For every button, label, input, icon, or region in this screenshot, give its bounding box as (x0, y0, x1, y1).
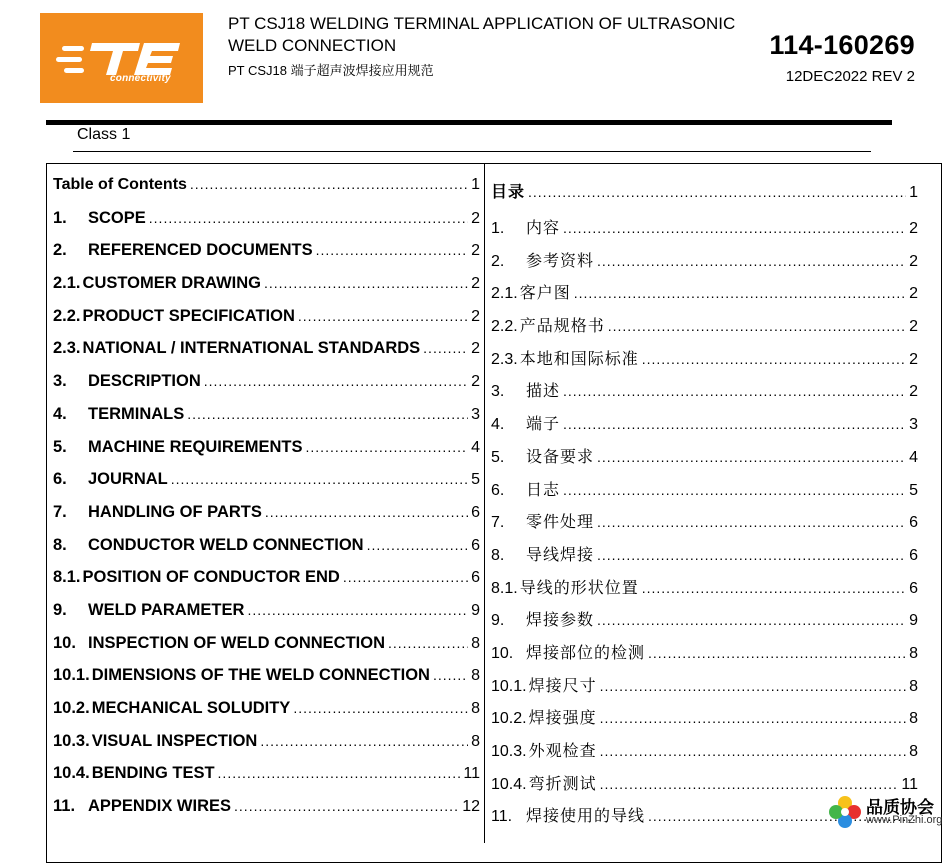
toc-entry-label: 内容 (526, 220, 561, 237)
toc-entry-page: 8 (909, 644, 918, 662)
watermark-chinese: 品质协会 (866, 798, 934, 817)
toc-dot-leader (600, 776, 899, 792)
toc-entry[interactable] (53, 536, 480, 569)
toc-entry[interactable] (491, 313, 918, 346)
toc-entry-label: 描述 (526, 383, 561, 401)
toc-dot-leader (563, 383, 906, 399)
toc-dot-leader (600, 678, 906, 694)
toc-dot-leader (218, 765, 461, 781)
toc-dot-leader (293, 700, 468, 716)
toc-entry-page: 6 (471, 536, 480, 554)
toc-entry-page: 6 (909, 579, 918, 597)
toc-entry-number: 2.1. (491, 285, 518, 303)
toc-entry-label: TERMINALS (88, 404, 185, 423)
toc-entry-number: 6. (491, 481, 505, 499)
toc-entry-page: 11 (463, 765, 480, 783)
toc-entry[interactable] (53, 601, 480, 634)
toc-entry-label: 导线的形状位置 (519, 579, 639, 597)
toc-entry-number: 2. (491, 252, 505, 270)
class-divider (73, 151, 871, 152)
toc-entry-page: 2 (909, 285, 918, 303)
toc-entry-page: 6 (471, 503, 480, 521)
toc-entry[interactable] (491, 738, 918, 771)
document-date-revision: 12DEC2022 REV 2 (785, 68, 915, 85)
toc-entry-label: SCOPE (88, 208, 146, 227)
toc-dot-leader (149, 210, 468, 226)
toc-entry-page: 2 (471, 242, 480, 260)
toc-entry-number: 10. (491, 644, 514, 662)
toc-entry-number: 8. (53, 535, 67, 554)
toc-entry-page: 8 (471, 667, 480, 685)
toc-dot-leader (187, 406, 468, 422)
toc-entry-label: 焊接参数 (526, 612, 595, 630)
toc-entry[interactable] (491, 280, 918, 313)
toc-entry-label: 零件处理 (526, 514, 595, 532)
toc-entry-page: 6 (471, 569, 480, 587)
toc-entry[interactable] (53, 470, 480, 503)
toc-entry-page: 8 (909, 710, 918, 728)
toc-dot-leader (298, 308, 468, 324)
toc-entry-page: 2 (909, 252, 918, 270)
toc-entry[interactable] (491, 640, 918, 673)
toc-entry-label: BENDING TEST (91, 764, 215, 783)
toc-entry[interactable] (53, 307, 480, 340)
toc-entry[interactable] (53, 241, 480, 274)
toc-dot-leader (563, 416, 906, 432)
toc-dot-leader (597, 449, 906, 465)
te-logo-icon (40, 13, 203, 103)
toc-entry-label: INSPECTION OF WELD CONNECTION (88, 633, 385, 652)
toc-entry-label: 参考资料 (526, 252, 595, 270)
toc-entry-page: 3 (909, 416, 918, 434)
toc-dot-leader (642, 351, 906, 367)
toc-entry[interactable] (53, 732, 480, 765)
toc-entry[interactable] (491, 607, 918, 640)
toc-entry-page: 8 (471, 732, 480, 750)
toc-entry-number: 2.2. (53, 306, 81, 325)
toc-entry-label: VISUAL INSPECTION (91, 731, 258, 750)
toc-entry[interactable] (491, 411, 918, 444)
toc-entry-page: 2 (909, 318, 918, 336)
toc-entry-number: 10.3. (491, 743, 527, 760)
toc-entry-label: CUSTOMER DRAWING (82, 274, 261, 293)
toc-entry-page: 2 (909, 350, 918, 368)
toc-entry-label: POSITION OF CONDUCTOR END (82, 568, 340, 587)
toc-dot-leader (171, 471, 468, 487)
toc-dot-leader (265, 504, 468, 520)
toc-entry[interactable] (491, 346, 918, 379)
toc-entry-number: 3. (53, 372, 67, 391)
toc-entry-page: 1 (471, 176, 480, 193)
toc-entry-number: 7. (53, 502, 67, 521)
toc-entry-number: 1. (491, 220, 505, 237)
toc-entry-label: 产品规格书 (519, 318, 605, 336)
toc-dot-leader (574, 285, 906, 301)
toc-entry-label: JOURNAL (88, 470, 168, 489)
toc-entry-label: DIMENSIONS OF THE WELD CONNECTION (91, 666, 430, 685)
toc-entry-label: 客户图 (519, 285, 571, 303)
toc-entry-number: 4. (491, 416, 505, 434)
toc-entry-label: 弯折测试 (528, 775, 597, 793)
toc-entry-number: 8. (491, 546, 505, 564)
toc-entry[interactable] (53, 339, 480, 372)
toc-dot-leader (388, 635, 468, 651)
toc-entry-number: 2. (53, 241, 67, 260)
toc-entry-page: 9 (471, 601, 480, 619)
toc-entry-number: 10.1. (53, 666, 90, 685)
toc-entry-page: 2 (471, 373, 480, 391)
toc-entry[interactable] (53, 568, 480, 601)
toc-entry-number: 7. (491, 514, 505, 532)
toc-entry-number: 6. (53, 470, 67, 489)
toc-entry-number: 5. (491, 448, 505, 466)
toc-entry-number: 11. (53, 797, 76, 816)
toc-dot-leader (597, 514, 906, 530)
toc-entry-label: 焊接部位的检测 (526, 644, 646, 662)
toc-entry[interactable] (53, 274, 480, 307)
toc-dot-leader (247, 602, 468, 618)
toc-dot-leader (260, 733, 468, 749)
toc-dot-leader (563, 482, 906, 498)
watermark-url: www.PinZhi.org (866, 814, 943, 826)
toc-entry-label: 端子 (526, 416, 561, 434)
toc-entry-page: 8 (909, 677, 918, 695)
toc-entry[interactable] (491, 477, 918, 510)
toc-entry-page: 2 (471, 275, 480, 293)
toc-entry-number: 4. (53, 404, 67, 423)
toc-entry-label: APPENDIX WIRES (88, 797, 232, 816)
toc-entry-number: 5. (53, 437, 67, 456)
toc-dot-leader (264, 275, 468, 291)
header-divider (46, 120, 892, 125)
toc-entry[interactable] (491, 378, 918, 411)
toc-entry-page: 8 (909, 743, 918, 760)
toc-entry-number: 9. (53, 600, 67, 619)
toc-entry-label: 设备要求 (526, 448, 595, 466)
toc-dot-leader (367, 537, 468, 553)
toc-dot-leader (608, 318, 906, 334)
toc-entry-number: 10.2. (491, 710, 527, 728)
toc-dot-leader (600, 710, 906, 726)
toc-entry[interactable] (53, 797, 480, 830)
toc-entry[interactable] (491, 705, 918, 738)
document-number: 114-160269 (769, 30, 915, 60)
toc-entry-number: 1. (53, 208, 67, 227)
toc-entry-number: 2.3. (491, 350, 518, 368)
toc-entry-label: REFERENCED DOCUMENTS (88, 241, 313, 260)
toc-dot-leader (433, 667, 468, 683)
toc-entry-label: 焊接尺寸 (528, 677, 597, 695)
toc-entry-number: 10.4. (53, 764, 90, 783)
toc-entry-page: 1 (909, 184, 918, 201)
toc-entry-number: 2.1. (53, 274, 81, 293)
toc-entry[interactable] (53, 699, 480, 732)
toc-entry-label: DESCRIPTION (88, 372, 201, 391)
toc-dot-leader (306, 439, 469, 455)
watermark (826, 793, 952, 832)
toc-entry[interactable] (53, 634, 480, 667)
toc-dot-leader (648, 645, 906, 661)
class-label: Class 1 (77, 126, 131, 143)
toc-entry-label: 本地和国际标准 (519, 350, 639, 368)
toc-entry-label: MECHANICAL SOLUDITY (91, 699, 291, 717)
toc-entry[interactable] (491, 575, 918, 608)
toc-entry-page: 12 (462, 798, 480, 816)
document-title-english: PT CSJ18 WELDING TERMINAL APPLICATION OF ULTRASONIC WELD CONNECTION (228, 14, 736, 55)
toc-entry-page: 2 (471, 307, 480, 325)
toc-entry-number: 9. (491, 612, 505, 630)
toc-entry-page: 3 (471, 405, 480, 423)
toc-entry-page: 4 (471, 438, 480, 456)
toc-entry[interactable] (53, 666, 480, 699)
toc-dot-leader (423, 340, 468, 356)
toc-entry[interactable] (491, 673, 918, 706)
toc-entry[interactable] (53, 209, 480, 242)
toc-dot-leader (234, 798, 459, 814)
flower-logo-icon (826, 793, 864, 831)
toc-dot-leader (597, 253, 906, 269)
toc-entry-label: NATIONAL / INTERNATIONAL STANDARDS (82, 339, 421, 358)
toc-entry-label: WELD PARAMETER (88, 600, 245, 619)
toc-entry-label: CONDUCTOR WELD CONNECTION (88, 535, 364, 554)
toc-entry-number: 8.1. (491, 579, 518, 597)
toc-dot-leader (563, 220, 906, 236)
toc-entry-page: 2 (471, 340, 480, 358)
toc-entry[interactable] (491, 542, 918, 575)
toc-entry[interactable] (53, 176, 480, 209)
toc-entry-page: 4 (909, 448, 918, 466)
toc-entry-number: 10.4. (491, 775, 527, 793)
toc-entry-label: PRODUCT SPECIFICATION (82, 306, 295, 325)
toc-entry-page: 11 (901, 775, 918, 793)
toc-dot-leader (597, 547, 906, 563)
toc-entry-page: 6 (909, 514, 918, 532)
toc-entry[interactable] (491, 509, 918, 542)
toc-column-divider (484, 163, 485, 843)
toc-entry-page: 5 (471, 471, 480, 489)
toc-entry[interactable] (53, 438, 480, 471)
toc-entry-number: 10.1. (491, 677, 527, 695)
toc-entry-number: 10. (53, 633, 76, 652)
toc-entry-page: 2 (909, 383, 918, 401)
toc-english-column (53, 176, 480, 830)
logo-tagline: connectivity (110, 73, 171, 84)
toc-entry[interactable] (53, 764, 480, 797)
toc-entry-label: 焊接强度 (528, 710, 597, 728)
te-connectivity-logo (40, 13, 203, 103)
toc-entry-number: 10.3. (53, 731, 90, 750)
toc-entry-number: 10.2. (53, 699, 90, 717)
toc-entry-page: 8 (471, 634, 480, 652)
toc-entry-number: 2.3. (53, 339, 81, 358)
toc-entry-label: 外观检查 (528, 743, 597, 760)
toc-entry-label: 导线焊接 (526, 546, 595, 564)
toc-entry-label: Table of Contents (53, 176, 187, 193)
toc-dot-leader (600, 743, 906, 759)
toc-dot-leader (597, 612, 906, 628)
toc-chinese-column (491, 179, 918, 836)
toc-entry-page: 6 (909, 546, 918, 564)
toc-entry-label: 目录 (491, 184, 526, 201)
toc-dot-leader (343, 569, 468, 585)
toc-entry-number: 2.2. (491, 318, 518, 336)
toc-dot-leader (204, 373, 468, 389)
toc-entry-label: MACHINE REQUIREMENTS (88, 437, 303, 456)
toc-entry-label: 日志 (526, 481, 561, 499)
toc-entry[interactable] (491, 444, 918, 477)
toc-entry-page: 2 (909, 220, 918, 237)
toc-entry[interactable] (53, 405, 480, 438)
document-title-chinese: PT CSJ18 端子超声波焊接应用规范 (228, 63, 434, 78)
toc-entry-page: 8 (471, 700, 480, 717)
toc-entry-page: 2 (471, 209, 480, 227)
toc-entry-number: 3. (491, 383, 505, 401)
toc-entry-label: 焊接使用的导线 (526, 808, 646, 826)
toc-dot-leader (316, 242, 468, 258)
toc-entry[interactable] (491, 248, 918, 281)
toc-entry-page: 9 (909, 612, 918, 630)
toc-entry-label: HANDLING OF PARTS (88, 502, 262, 521)
toc-entry[interactable] (491, 215, 918, 248)
toc-entry-number: 8.1. (53, 568, 81, 587)
toc-entry[interactable] (491, 179, 918, 215)
toc-dot-leader (642, 580, 906, 596)
toc-entry[interactable] (53, 372, 480, 405)
toc-dot-leader (528, 184, 906, 200)
toc-entry-page: 5 (909, 481, 918, 499)
toc-dot-leader (190, 176, 468, 192)
toc-entry-number: 11. (491, 808, 513, 826)
toc-entry[interactable] (53, 503, 480, 536)
